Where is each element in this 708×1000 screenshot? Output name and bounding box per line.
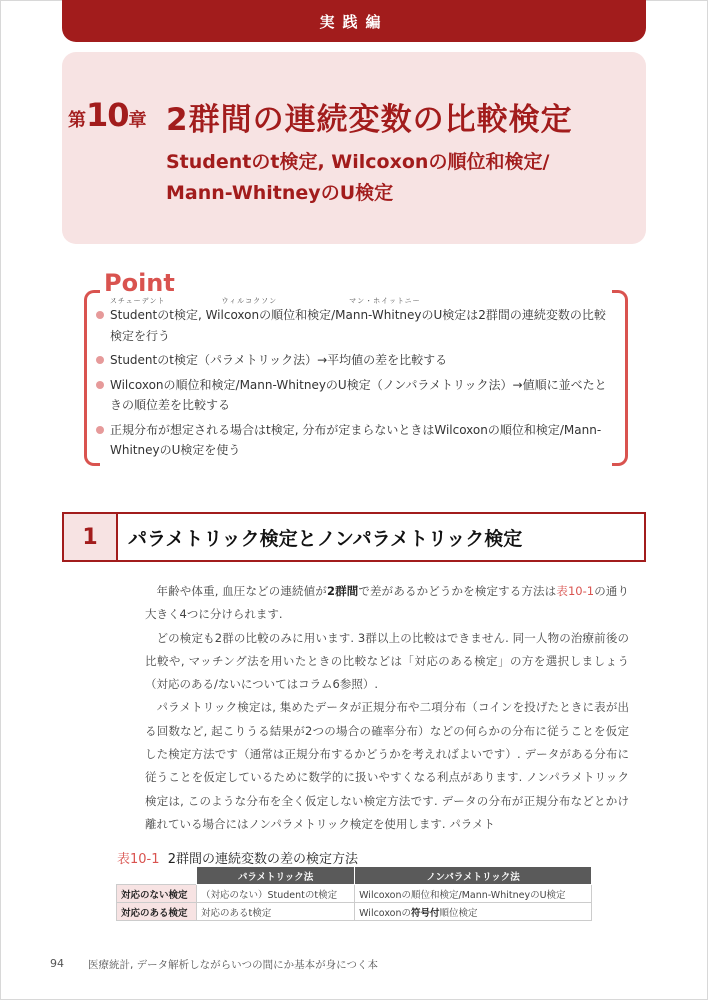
paragraph: パラメトリック検定は, 集めたデータが正規分布や二項分布（コインを投げたときに表が出る回数など, 起こりうる結果が2つの場合の確率分布）などの何らかの分布に従うことを仮定した検定方法です（通常は正規分布するかどうかを考えればよいです）. データがある分布に従うことを仮定しているために数学的に扱いやすくなる利点があります. ノンパラメトリック検定は, このような分布を全く仮定しない検定方法です. データの分布が正規分布などとかけ離れている場合にはノンパラメトリック検定を使用します. パラメト [145, 700, 629, 831]
section-title: パラメトリック検定とノンパラメトリック検定 [128, 527, 523, 550]
point-item [96, 375, 616, 416]
point-item-text: 正規分布が想定される場合はt検定, 分布が定まらないときはWilcoxonの順位和検定/Mann-WhitneyのU検定を使う [110, 422, 602, 457]
point-item-text: Studentのt検定（パラメトリック法）→平均値の差を比較する [110, 353, 448, 367]
table-cell: （対応のない）Studentのt検定 [197, 885, 355, 903]
chapter-title: 2群間の連続変数の比較検定 [166, 102, 573, 138]
paragraph-text: 年齢や体重, 血圧などの連続値が [156, 584, 327, 598]
point-list [96, 305, 616, 465]
table-header-blank [117, 867, 197, 885]
paragraph-text: で差があるかどうかを検定する方法は [358, 584, 557, 598]
point-item [96, 305, 616, 346]
table-caption-text: 2群間の連続変数の差の検定方法 [167, 852, 359, 867]
table-cell-text: 順位検定 [439, 907, 478, 919]
table-cell-text: Wilcoxonの [359, 907, 411, 919]
comparison-table [116, 866, 592, 921]
chapter-subtitle-line2: Mann-WhitneyのU検定 [166, 182, 394, 204]
point-item [96, 420, 616, 461]
chapter-prefix: 第 [68, 110, 86, 131]
chapter-subtitle [166, 147, 636, 209]
table-header: ノンパラメトリック法 [355, 867, 592, 885]
paragraph: どの検定も2群の比較のみに用います. 3群以上の比較はできません. 同一人物の治療前後の比較や, マッチング法を用いたときの比較などは「対応のある検定」の方を選択しましょう（対応のある/ないについてはコラム6参照）. [145, 630, 629, 692]
page-number: 94 [50, 957, 64, 970]
chapter-subtitle-line1: Studentのt検定, Wilcoxonの順位和検定/ [166, 151, 550, 173]
table-header-row [117, 867, 592, 885]
point-ruby: スチューデント ウィルコクソン マン・ホイットニー [110, 297, 421, 305]
table-row [117, 903, 592, 921]
bullet-icon [96, 311, 104, 319]
point-item-text: Wilcoxonの順位和検定/Mann-WhitneyのU検定（ノンパラメトリック法）→値順に並べたときの順位差を比較する [110, 377, 607, 412]
point-heading: Point [104, 269, 175, 297]
section-number: 1 [64, 514, 118, 560]
table-cell: Wilcoxonの順位和検定/Mann-WhitneyのU検定 [355, 885, 592, 903]
chapter-header [62, 52, 646, 244]
point-item-text: Studentのt検定, Wilcoxonの順位和検定/Mann-WhitneyのU検定は2群間の連続変数の比較検定を行う [110, 308, 606, 343]
bullet-icon [96, 426, 104, 434]
paragraph-text: の通り大きく4つに分けられます. [145, 584, 630, 622]
bullet-icon [96, 356, 104, 364]
point-item [96, 350, 616, 371]
chapter-number-value: 10 [86, 96, 129, 134]
table-caption-number: 表10-1 [117, 852, 160, 867]
body-text [145, 580, 629, 836]
table-reference-link[interactable]: 表10-1 [556, 584, 595, 598]
table-header: パラメトリック法 [197, 867, 355, 885]
part-banner [62, 0, 646, 42]
book-title: 医療統計, データ解析しながらいつの間にか基本が身につく本 [88, 959, 378, 971]
table-row [117, 885, 592, 903]
chapter-number [68, 96, 147, 134]
table-cell [355, 903, 592, 921]
bullet-icon [96, 381, 104, 389]
part-label: 実践編 [319, 12, 389, 31]
table-caption [117, 848, 358, 867]
paragraph [145, 580, 629, 627]
section-header [62, 512, 646, 562]
chapter-suffix: 章 [128, 110, 147, 131]
table-cell-emphasis: 符号付 [411, 907, 440, 919]
emphasis-text: 2群間 [326, 584, 359, 598]
table-cell: 対応のあるt検定 [197, 903, 355, 921]
table-row-label: 対応のない検定 [117, 885, 197, 903]
table-row-label: 対応のある検定 [117, 903, 197, 921]
